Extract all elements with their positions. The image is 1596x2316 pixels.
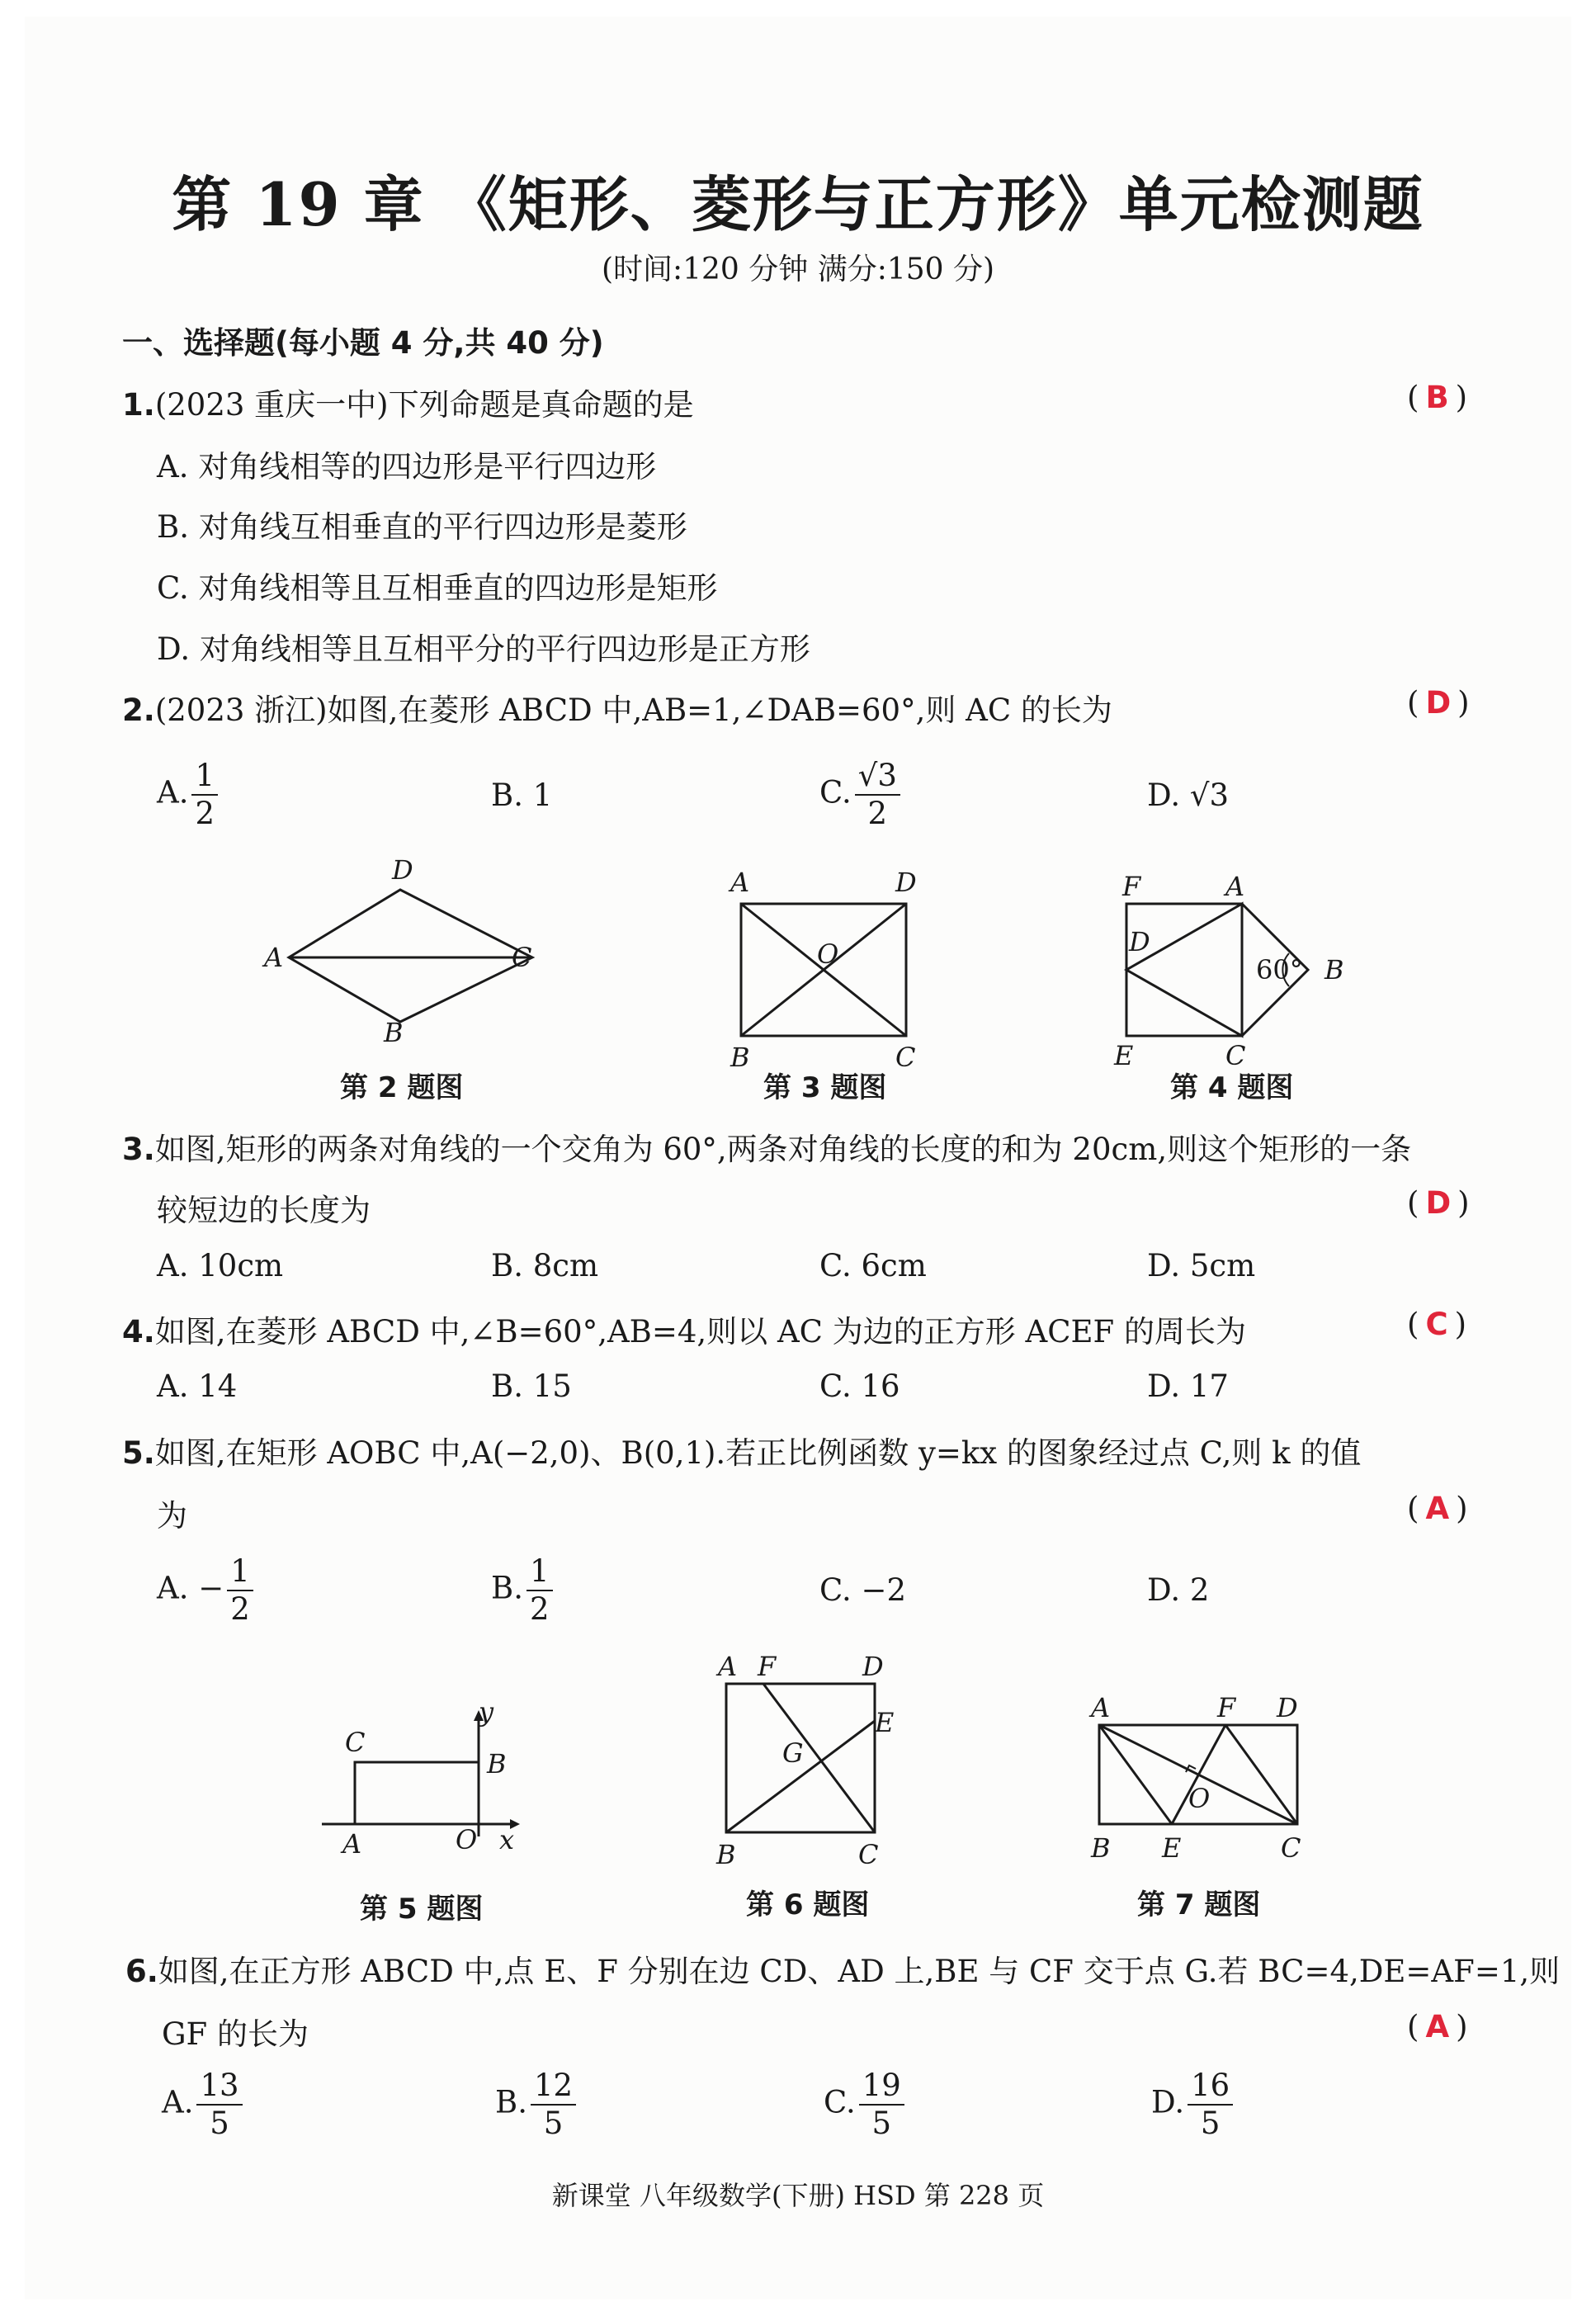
fraction: $\frac{1}{2}$ — [526, 1553, 553, 1628]
question-number: 2. — [122, 692, 155, 728]
label-F: F — [1122, 871, 1141, 902]
option-3b: B. 8cm — [491, 1248, 599, 1283]
fraction: $\frac{13}{5}$ — [196, 2068, 242, 2142]
answer-letter: B — [1425, 380, 1449, 415]
label-A: A — [264, 942, 284, 973]
question-1 — [122, 380, 694, 424]
label-C: C — [345, 1727, 366, 1758]
label-A: A — [730, 867, 750, 898]
option-4b: B. 15 — [491, 1368, 572, 1404]
figure-7-caption: 第 7 题图 — [1137, 1888, 1261, 1921]
label-F: F — [1217, 1692, 1236, 1723]
label-y: y — [479, 1696, 494, 1728]
answer-5: ( A ) — [1407, 1491, 1468, 1526]
option-3d: D. 5cm — [1147, 1248, 1256, 1283]
label-O: O — [456, 1824, 478, 1855]
option-3c: C. 6cm — [819, 1248, 927, 1283]
figure-4-square-rhombus — [1106, 858, 1353, 1071]
figure-3-rectangle — [718, 858, 933, 1073]
question-2 — [122, 685, 1112, 730]
question-6-line2: GF 的长为 — [162, 2016, 309, 2052]
option-2d: D. √3 — [1147, 778, 1229, 813]
question-4 — [122, 1307, 1246, 1351]
figure-3-caption: 第 3 题图 — [763, 1071, 887, 1104]
answer-6: ( A ) — [1407, 2009, 1468, 2044]
fraction: $\frac{1}{2}$ — [191, 758, 218, 832]
question-text: 如图,在矩形 AOBC 中,A(−2,0)、B(0,1).若正比例函数 y=kx 的图象经过点 C,则 k 的值 — [154, 1435, 1362, 1471]
figure-5-caption: 第 5 题图 — [360, 1893, 484, 1926]
option-2a: A. $\frac{1}{2}$ — [157, 758, 218, 832]
option-6c: C. $\frac{19}{5}$ — [824, 2068, 904, 2142]
question-text: (2023 重庆一中)下列命题是真命题的是 — [154, 387, 694, 423]
label-B: B — [487, 1748, 507, 1780]
figure-2-rhombus — [256, 850, 553, 1048]
label-A: A — [1091, 1692, 1111, 1723]
label-A: A — [718, 1651, 738, 1682]
option-1a: A. 对角线相等的四边形是平行四边形 — [157, 449, 657, 484]
question-text: 如图,在正方形 ABCD 中,点 E、F 分别在边 CD、AD 上,BE 与 CF 交于点 G.若 BC=4,DE=AF=1,则 — [158, 1954, 1561, 1989]
option-4a: A. 14 — [157, 1368, 238, 1404]
option-2c: C. $\frac{√3}{2}$ — [819, 758, 900, 832]
label-D: D — [392, 854, 413, 886]
label-B: B — [1091, 1832, 1111, 1864]
label-C: C — [1281, 1832, 1301, 1864]
figure-5-coordinate-rect — [314, 1696, 536, 1865]
label-C: C — [858, 1839, 879, 1870]
fraction: $\frac{√3}{2}$ — [855, 758, 900, 832]
question-3-line2: 较短边的长度为 — [157, 1193, 371, 1228]
label-E: E — [875, 1707, 895, 1738]
label-B: B — [730, 1042, 750, 1073]
question-6 — [125, 1946, 1560, 1991]
section-heading: 一、选择题(每小题 4 分,共 40 分) — [122, 325, 604, 361]
figure-6-caption: 第 6 题图 — [746, 1888, 870, 1921]
figure-7-rectangle — [1081, 1688, 1329, 1869]
label-F: F — [758, 1651, 777, 1682]
option-5c: C. −2 — [819, 1572, 907, 1608]
option-1d: D. 对角线相等且互相平分的平行四边形是正方形 — [157, 631, 810, 667]
fraction: $\frac{16}{5}$ — [1188, 2068, 1233, 2142]
answer-2: ( D ) — [1407, 685, 1470, 721]
label-E: E — [1162, 1832, 1182, 1864]
label-G: G — [782, 1737, 804, 1769]
option-3a: A. 10cm — [157, 1248, 284, 1283]
answer-letter: C — [1425, 1307, 1448, 1342]
exam-info: (时间:120 分钟 满分:150 分) — [601, 253, 995, 286]
answer-letter: D — [1425, 1185, 1452, 1221]
angle-label: 60° — [1256, 954, 1303, 985]
question-number: 3. — [122, 1132, 155, 1167]
question-number: 5. — [122, 1435, 155, 1471]
question-number: 6. — [125, 1954, 158, 1989]
label-D: D — [895, 867, 917, 898]
option-1c: C. 对角线相等且互相垂直的四边形是矩形 — [157, 570, 718, 606]
fraction: $\frac{19}{5}$ — [859, 2068, 904, 2142]
answer-4: ( C ) — [1407, 1307, 1467, 1342]
label-A: A — [1225, 871, 1245, 902]
option-6b: B. $\frac{12}{5}$ — [495, 2068, 576, 2142]
question-text: 如图,矩形的两条对角线的一个交角为 60°,两条对角线的长度的和为 20cm,则这个矩形的一条 — [154, 1132, 1412, 1167]
label-x: x — [499, 1824, 515, 1855]
label-B: B — [1324, 954, 1344, 985]
figure-6-square — [710, 1651, 916, 1874]
label-B: B — [716, 1839, 736, 1870]
figure-4-caption: 第 4 题图 — [1170, 1071, 1294, 1104]
label-D: D — [1277, 1692, 1298, 1723]
question-number: 4. — [122, 1314, 155, 1349]
label-O: O — [817, 938, 839, 970]
label-C: C — [1225, 1040, 1246, 1071]
question-text: (2023 浙江)如图,在菱形 ABCD 中,AB=1,∠DAB=60°,则 AC 的长为 — [154, 692, 1112, 728]
question-text: 如图,在菱形 ABCD 中,∠B=60°,AB=4,则以 AC 为边的正方形 ACEF 的周长为 — [154, 1314, 1246, 1349]
label-E: E — [1114, 1040, 1134, 1071]
option-6d: D. $\frac{16}{5}$ — [1151, 2068, 1233, 2142]
question-5-line2: 为 — [157, 1498, 187, 1534]
answer-letter: D — [1425, 685, 1452, 721]
question-number: 1. — [122, 387, 155, 423]
question-5 — [122, 1428, 1361, 1472]
page-title: 第 19 章 《矩形、菱形与正方形》单元检测题 — [172, 169, 1424, 239]
answer-3: ( D ) — [1407, 1185, 1470, 1221]
option-5b: B. $\frac{1}{2}$ — [491, 1553, 553, 1628]
label-D: D — [1129, 926, 1150, 957]
label-A: A — [342, 1828, 362, 1860]
option-5a: A. − $\frac{1}{2}$ — [157, 1553, 253, 1628]
answer-letter: A — [1425, 1491, 1450, 1526]
page-footer: 新课堂 八年级数学(下册) HSD 第 228 页 — [551, 2180, 1045, 2211]
fraction: $\frac{1}{2}$ — [227, 1553, 253, 1628]
option-6a: A. $\frac{13}{5}$ — [162, 2068, 243, 2142]
option-2b: B. 1 — [491, 778, 553, 813]
option-1b: B. 对角线互相垂直的平行四边形是菱形 — [157, 509, 687, 545]
label-O: O — [1188, 1783, 1211, 1814]
fraction: $\frac{12}{5}$ — [531, 2068, 576, 2142]
label-D: D — [862, 1651, 884, 1682]
label-C: C — [512, 942, 532, 973]
answer-1: ( B ) — [1407, 380, 1468, 415]
question-3 — [122, 1124, 1411, 1169]
answer-letter: A — [1425, 2009, 1450, 2044]
label-C: C — [895, 1042, 916, 1073]
figure-2-caption: 第 2 题图 — [340, 1071, 464, 1104]
option-5d: D. 2 — [1147, 1572, 1210, 1608]
option-4c: C. 16 — [819, 1368, 900, 1404]
label-B: B — [384, 1017, 404, 1048]
option-4d: D. 17 — [1147, 1368, 1229, 1404]
